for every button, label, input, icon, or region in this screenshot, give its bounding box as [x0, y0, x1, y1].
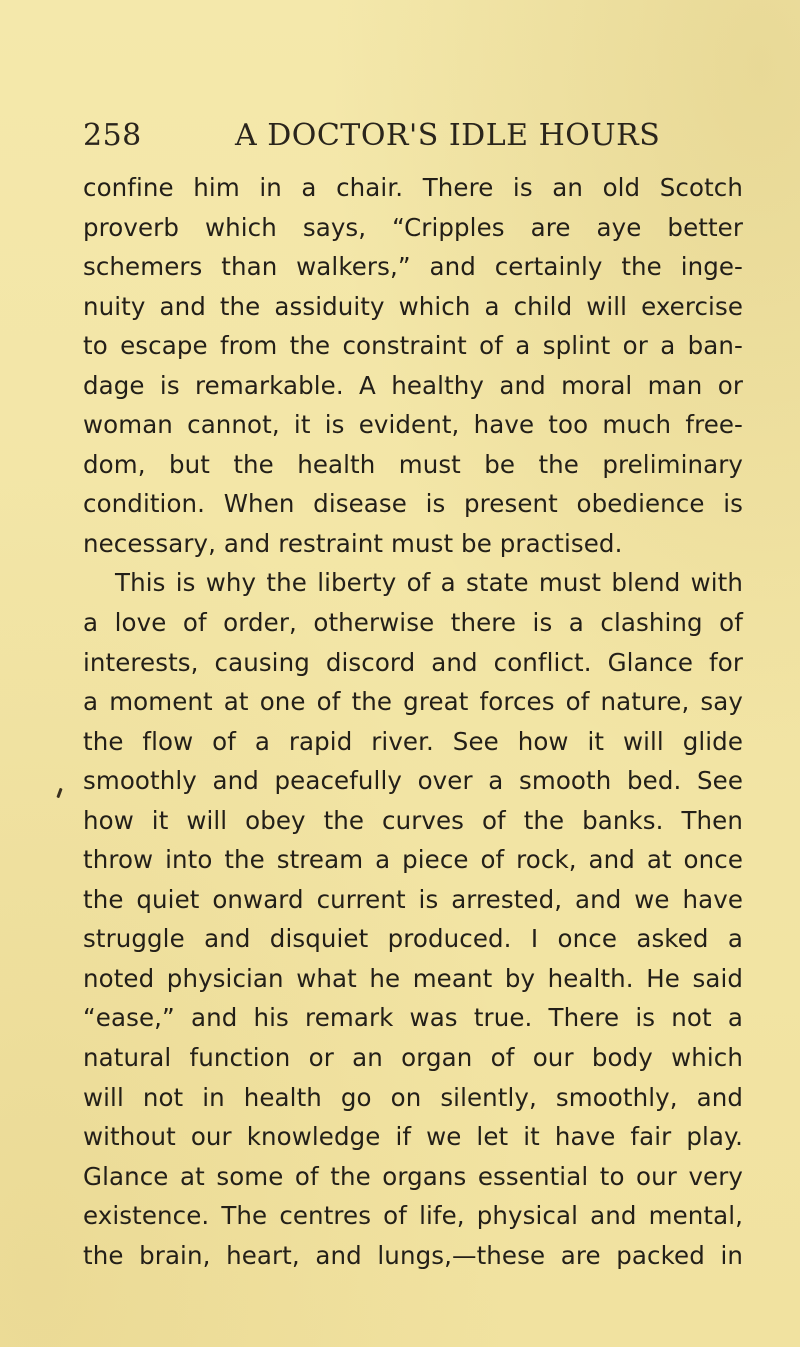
paragraph-start-line: This is why the liberty of a state must blend with [115, 568, 743, 598]
text-line: “ease,” and his remark was true. There is not a [83, 1003, 743, 1033]
printer-mark [56, 788, 62, 798]
text-line: woman cannot, it is evident, have too much free- [83, 410, 743, 440]
page-number: 258 [83, 118, 142, 153]
text-line: schemers than walkers,” and certainly the inge- [83, 252, 743, 282]
text-line: confine him in a chair. There is an old Scotch [83, 173, 743, 202]
text-line: a moment at one of the great forces of nature, say [83, 687, 743, 717]
text-line: the quiet onward current is arrested, and we have [83, 884, 743, 914]
text-line: necessary, and restraint must be practised. [83, 528, 623, 558]
text-line: existence. The centres of life, physical and mental, [83, 1201, 743, 1231]
text-line: will not in health go on silently, smoothly, and [83, 1082, 743, 1112]
text-line: condition. When disease is present obedience is [83, 489, 743, 519]
text-line: to escape from the constraint of a splint or a ban- [83, 331, 743, 361]
text-line: a love of order, otherwise there is a clashing of [83, 608, 743, 638]
text-line: smoothly and peacefully over a smooth bed. See [83, 766, 743, 796]
text-line: the flow of a rapid river. See how it will glide [83, 726, 743, 756]
text-line: Glance at some of the organs essential to our very [83, 1161, 743, 1191]
running-title: A DOCTOR'S IDLE HOURS [235, 118, 661, 153]
text-line: the brain, heart, and lungs,—these are packed in [83, 1240, 743, 1270]
text-line: interests, causing discord and conflict. Glance for [83, 647, 743, 677]
body-text [83, 168, 743, 1275]
text-line: dage is remarkable. A healthy and moral man or [83, 370, 743, 400]
text-line: throw into the stream a piece of rock, and at once [83, 845, 743, 875]
text-line: natural function or an organ of our body which [83, 1043, 743, 1073]
text-line: nuity and the assiduity which a child will exercise [83, 291, 743, 321]
text-line: dom, but the health must be the preliminary [83, 449, 743, 479]
running-head [83, 118, 743, 158]
text-line: struggle and disquiet produced. I once asked a [83, 924, 743, 954]
text-line: proverb which says, “Cripples are aye better [83, 212, 743, 242]
text-line: how it will obey the curves of the banks. Then [83, 805, 743, 835]
text-line: noted physician what he meant by health. He said [83, 963, 743, 993]
text-line: without our knowledge if we let it have fair play. [83, 1122, 743, 1152]
